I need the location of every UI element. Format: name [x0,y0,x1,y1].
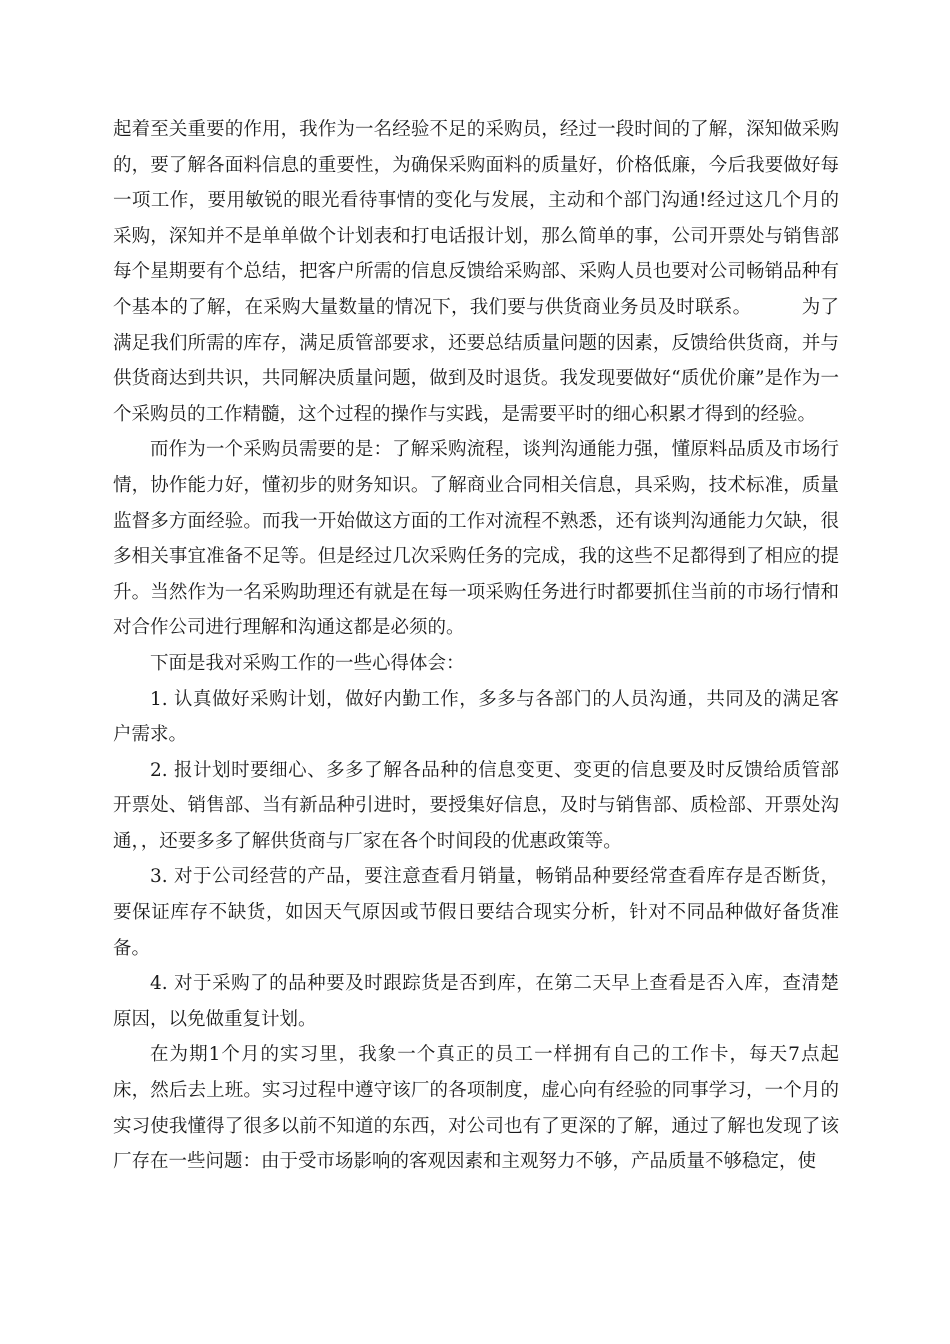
paragraph-experience-intro: 下面是我对采购工作的一些心得体会： [150,652,465,674]
paragraph-purchaser-requirements: 而作为一个采购员需要的是：了解采购流程，谈判沟通能力强，懂原料品质及市场行情，协作能力好，懂初步的财务知识。了解商业合同相关信息，具采购，技术标准，质量监督多方面经验。而我一开始做这方面的工作对流程不熟悉，还有谈判沟通能力欠缺，很多相关事宜准备不足等。但是经过几次采购任务的完成，我的这些不足都得到了相应的提升。当然作为一名采购助理还有就是在每一项采购任务进行时都要抓住当前的市场行情和对合作公司进行理解和沟通这都是必须的。 [113,439,839,639]
paragraph-continued [113,112,839,432]
list-item-2: 2. 报计划时要细心、多多了解各品种的信息变更、变更的信息要及时反馈给质管部开票处、销售部、当有新品种引进时，要授集好信息，及时与销售部、质检部、开票处沟通，，还要多多了解供货商与厂家在各个时间段的优惠政策等。 [113,759,839,852]
list-item-3: 3. 对于公司经营的产品，要注意查看月销量，畅销品种要经常查看库存是否断货，要保证库存不缺货，如因天气原因或节假日要结合现实分析，针对不同品种做好备货准备。 [113,866,839,959]
document-body [113,112,839,1180]
paragraph-text: 起着至关重要的作用，我作为一名经验不足的采购员，经过一段时间的了解，深知做采购的，要了解各面料信息的重要性，为确保采购面料的质量好，价格低廉，今后我要做好每一项工作，要用敏锐的眼光看待事情的变化与发展，主动和个部门沟通!经过这几个月的采购，深知并不是单单做个计划表和打电话报计划，那么简单的事，公司开票处与销售部每个星期要有个总结，把客户所需的信息反馈给采购部、采购人员也要对公司畅销品种有个基本的了解，在采购大量数量的情况下，我们要与供货商业务员及时联系。 [113,119,839,318]
list-item-1: 1. 认真做好采购计划，做好内勤工作，多多与各部门的人员沟通，共同及的满足客户需求。 [113,688,839,746]
paragraph-internship: 在为期1个月的实习里，我象一个真正的员工一样拥有自己的工作卡，每天7点起床，然后去上班。实习过程中遵守该厂的各项制度，虚心向有经验的同事学习，一个月的实习使我懂得了很多以前不知道的东西，对公司也有了更深的了解，通过了解也发现了该厂存在一些问题：由于受市场影响的客观因素和主观努力不够，产品质量不够稳定，使 [113,1044,839,1173]
paragraph-text: 为了满足我们所需的库存，满足质管部要求，还要总结质量问题的因素，反馈给供货商，并与供货商达到共识，共同解决质量问题，做到及时退货。我发现要做好“质优价廉”是作为一个采购员的工作精髓，这个过程的操作与实践，是需要平时的细心积累才得到的经验。 [113,296,839,425]
list-item-4: 4. 对于采购了的品种要及时跟踪货是否到库，在第二天早上查看是否入库，查清楚原因，以免做重复计划。 [113,973,839,1030]
